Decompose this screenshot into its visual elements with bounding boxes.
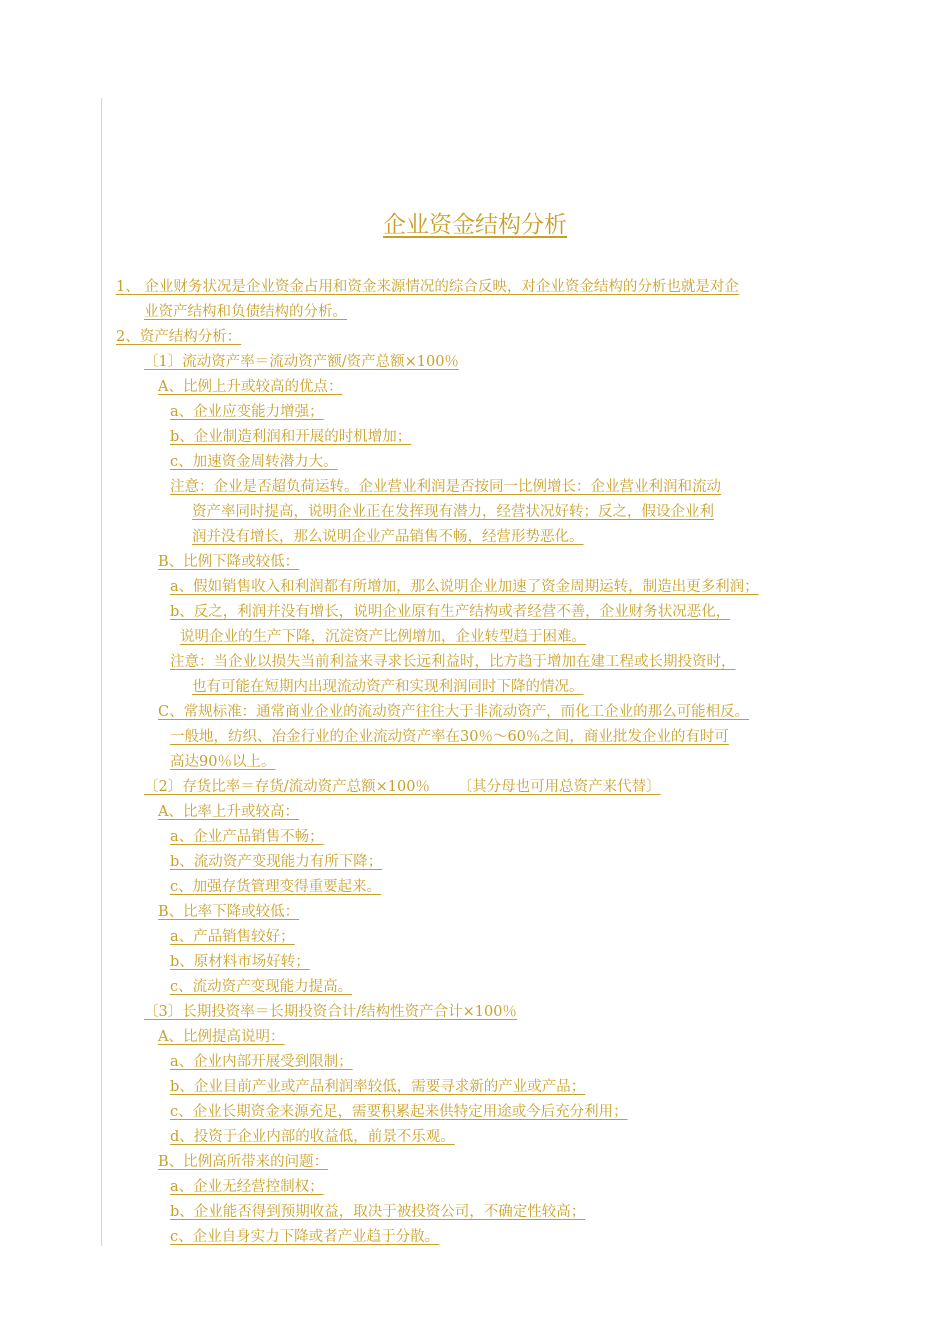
document-title: 企业资金结构分析: [383, 212, 567, 238]
body-line: b、反之，利润并没有增长，说明企业原有生产结构或者经营不善，企业财务状况恶化，: [170, 604, 731, 620]
body-line: b、企业能否得到预期收益，取决于被投资公司，不确定性较高；: [170, 1204, 586, 1220]
body-line: b、原材料市场好转；: [170, 954, 310, 970]
body-line: A、比例提高说明：: [158, 1029, 285, 1045]
body-line: c、企业长期资金来源充足，需要积累起来供特定用途或今后充分利用；: [170, 1104, 628, 1120]
body-line: 润并没有增长，那么说明企业产品销售不畅，经营形势恶化。: [192, 529, 584, 545]
body-line: 注意：当企业以损失当前利益来寻求长远利益时，比方趋于增加在建工程或长期投资时，: [170, 654, 736, 670]
body-line: b、企业制造利润和开展的时机增加；: [170, 429, 412, 445]
body-line: a、企业产品销售不畅；: [170, 829, 324, 845]
body-line: d、投资于企业内部的收益低，前景不乐观。: [170, 1129, 455, 1145]
body-line: c、加强存货管理变得重要起来。: [170, 879, 382, 895]
body-line: C、常规标准：通常商业企业的流动资产往往大于非流动资产，而化工企业的那么可能相反。: [158, 704, 750, 720]
body-line: c、流动资产变现能力提高。: [170, 979, 353, 995]
body-line: A、比率上升或较高：: [158, 804, 299, 820]
body-line: a、假如销售收入和利润都有所增加，那么说明企业加速了资金周期运转，制造出更多利润；: [170, 579, 759, 595]
body-line: 资产率同时提高，说明企业正在发挥现有潜力，经营状况好转；反之，假设企业利: [192, 504, 714, 520]
body-line: 高达90％以上。: [170, 754, 276, 770]
body-line: B、比例下降或较低：: [158, 554, 300, 570]
body-line: b、流动资产变现能力有所下降；: [170, 854, 383, 870]
body-line: 注意：企业是否超负荷运转。企业营业利润是否按同一比例增长：企业营业利润和流动: [170, 479, 721, 495]
body-line: 业资产结构和负债结构的分析。: [144, 304, 347, 320]
page-margin-line: [101, 98, 102, 1246]
body-line: 说明企业的生产下降，沉淀资产比例增加，企业转型趋于困难。: [180, 629, 586, 645]
body-line: c、企业自身实力下降或者产业趋于分散。: [170, 1229, 440, 1245]
body-line: a、企业应变能力增强；: [170, 404, 324, 420]
body-line: a、企业内部开展受到限制；: [170, 1054, 353, 1070]
body-line: 1、 企业财务状况是企业资金占用和资金来源情况的综合反映，对企业资金结构的分析也就是对企: [116, 279, 739, 295]
body-line: c、加速资金周转潜力大。: [170, 454, 338, 470]
body-line: 2、资产结构分析：: [116, 329, 242, 345]
body-line: 〔3〕长期投资率＝长期投资合计/结构性资产合计×100％: [144, 1004, 517, 1020]
body-line: a、产品销售较好；: [170, 929, 295, 945]
body-line: 〔2〕存货比率＝存货/流动资产总额×100％ 〔其分母也可用总资产来代替〕: [144, 779, 661, 795]
body-line: A、比例上升或较高的优点：: [158, 379, 343, 395]
body-line: B、比例高所带来的问题：: [158, 1154, 329, 1170]
body-line: 一般地，纺织、冶金行业的企业流动资产率在30％～60％之间，商业批发企业的有时可: [170, 729, 729, 745]
body-line: 也有可能在短期内出现流动资产和实现利润同时下降的情况。: [192, 679, 584, 695]
body-line: B、比率下降或较低：: [158, 904, 300, 920]
body-line: 〔1〕流动资产率＝流动资产额/资产总额×100％: [144, 354, 459, 370]
body-line: a、企业无经营控制权；: [170, 1179, 324, 1195]
body-line: b、企业目前产业或产品利润率较低，需要寻求新的产业或产品；: [170, 1079, 586, 1095]
